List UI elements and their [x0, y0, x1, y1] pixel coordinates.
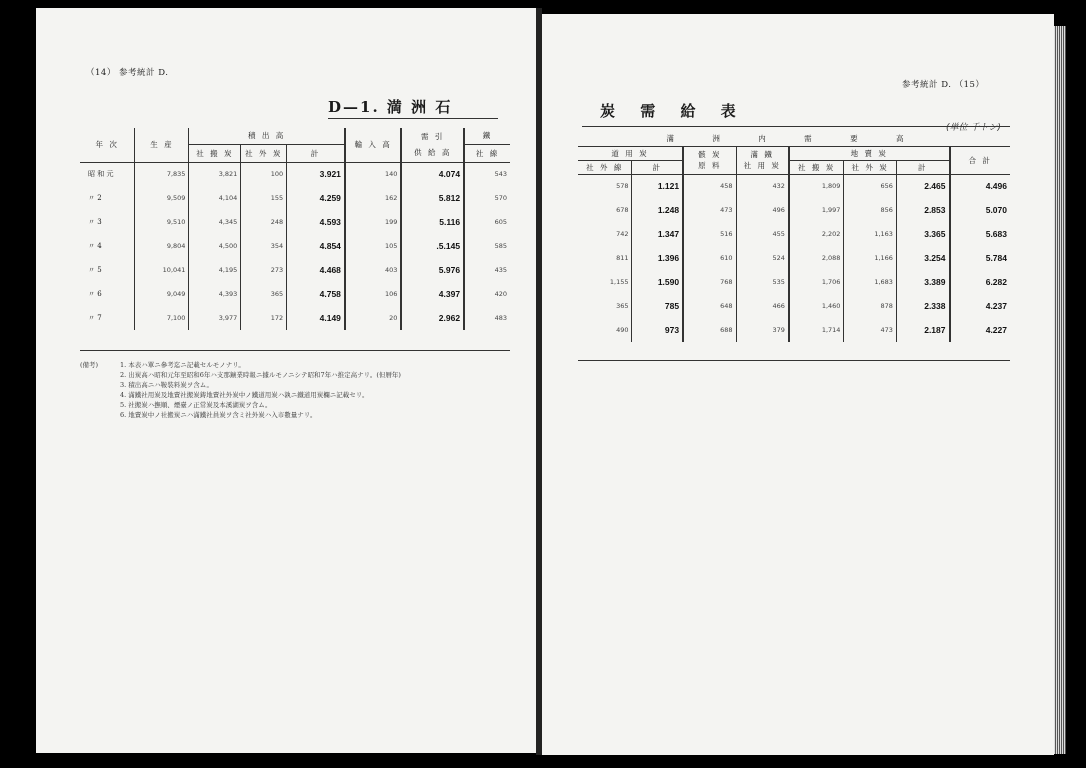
table-row [578, 294, 1010, 318]
cell-rail-total: 1.347 [632, 222, 683, 246]
cell-shipment-company: 3,977 [189, 306, 241, 330]
col-rail-total: 計 [632, 160, 683, 174]
cell-local-total: 2.338 [896, 294, 949, 318]
cell-local-other: 1,683 [844, 270, 897, 294]
cell-year: 〃 7 [88, 314, 102, 322]
cell-local-other: 878 [844, 294, 897, 318]
cell-shipment-other: 354 [241, 234, 287, 258]
cell-rail: 483 [464, 306, 510, 330]
cell-fuel: 610 [683, 246, 736, 270]
col-rail: 鐵 [464, 128, 510, 144]
cell-import: 140 [345, 162, 401, 186]
cell-shipment-company: 4,500 [189, 234, 241, 258]
cell-local-company: 1,714 [789, 318, 844, 342]
table-row [578, 246, 1010, 270]
cell-local-total: 2.853 [896, 198, 949, 222]
note-item: 2. 出炭高ハ昭和元年至昭和6年ハ支那鑛業時報ニ據ルモノニシテ昭和7年ハ推定高ナリ。(但暦年) [120, 371, 401, 379]
left-page-title: D—1. 満 洲 石 [328, 98, 453, 116]
notes-label: (備考) [80, 361, 99, 369]
cell-year: 〃 6 [88, 290, 102, 298]
cell-rail: 435 [464, 258, 510, 282]
col-rail-company: 社 線 [464, 144, 510, 162]
cell-rail: 605 [464, 210, 510, 234]
cell-shipment-total: 4.259 [287, 186, 345, 210]
cell-mantetsu: 466 [736, 294, 789, 318]
col-local-other: 社 外 炭 [844, 160, 897, 174]
cell-fuel: 648 [683, 294, 736, 318]
col-domestic-demand: 滿 洲 内 需 要 高 [578, 132, 1010, 146]
cell-rail: 420 [464, 282, 510, 306]
col-year: 年 次 [80, 128, 135, 162]
cell-production: 9,509 [135, 186, 189, 210]
cell-local-company: 1,997 [789, 198, 844, 222]
col-local-company: 社 搬 炭 [789, 160, 844, 174]
col-grand-total: 合 計 [950, 146, 1011, 174]
cell-rail: 585 [464, 234, 510, 258]
cell-mantetsu: 524 [736, 246, 789, 270]
left-data-table [80, 128, 510, 330]
cell-local-other: 1,163 [844, 222, 897, 246]
col-shipment: 積 出 高 [189, 128, 345, 144]
cell-shipment-company: 3,821 [189, 162, 241, 186]
cell-rail-other: 490 [616, 326, 629, 334]
right-data-table [578, 132, 1010, 342]
cell-supply: 5.116 [401, 210, 464, 234]
note-item: 3. 積出高ニハ鞍裝料炭ヲ含ム。 [120, 381, 213, 389]
note-item: 4. 滿鐵社用炭及地賣社搬炭鋳地賣社外炭中ノ鐵道用炭ハ孰ニ鐵道用炭欄ニ記載セリ。 [120, 391, 369, 399]
right-page [542, 14, 1054, 755]
cell-local-company: 2,088 [789, 246, 844, 270]
cell-year: 〃 3 [88, 218, 102, 226]
table-row [80, 234, 510, 258]
cell-grand-total: 4.227 [950, 318, 1011, 342]
table-row [578, 318, 1010, 342]
left-page-header: （14） 参考統計 D. [86, 68, 169, 78]
cell-rail-total: 1.590 [632, 270, 683, 294]
cell-year: 〃 4 [88, 242, 102, 250]
cell-local-total: 3.389 [896, 270, 949, 294]
cell-shipment-total: 4.149 [287, 306, 345, 330]
cell-rail: 570 [464, 186, 510, 210]
cell-supply: 5.976 [401, 258, 464, 282]
cell-shipment-other: 172 [241, 306, 287, 330]
cell-year: 〃 5 [88, 266, 102, 274]
cell-grand-total: 6.282 [950, 270, 1011, 294]
table-row [80, 186, 510, 210]
cell-grand-total: 5.683 [950, 222, 1011, 246]
cell-mantetsu: 432 [736, 174, 789, 198]
cell-production: 9,804 [135, 234, 189, 258]
cell-import: 105 [345, 234, 401, 258]
col-import: 輸 入 高 [345, 128, 401, 162]
cell-supply: 4.074 [401, 162, 464, 186]
table-row [80, 306, 510, 330]
cell-local-company: 1,706 [789, 270, 844, 294]
cell-shipment-total: 3.921 [287, 162, 345, 186]
cell-import: 106 [345, 282, 401, 306]
cell-local-total: 2.187 [896, 318, 949, 342]
note-item: 5. 社搬炭ハ撫順、煙臺ノ正常炭及本溪湖炭ヲ含ム。 [120, 401, 272, 409]
cell-shipment-total: 4.593 [287, 210, 345, 234]
table-row [80, 258, 510, 282]
cell-shipment-other: 248 [241, 210, 287, 234]
cell-rail-other: 811 [616, 254, 629, 262]
cell-shipment-company: 4,393 [189, 282, 241, 306]
cell-supply: .5.145 [401, 234, 464, 258]
col-fuel: 骸 炭 原 料 [683, 146, 736, 174]
cell-supply: 2.962 [401, 306, 464, 330]
cell-shipment-company: 4,104 [189, 186, 241, 210]
col-local-total: 計 [896, 160, 949, 174]
cell-year: 昭 和 元 [88, 170, 114, 179]
right-table-bottom-rule [578, 360, 1010, 361]
cell-import: 162 [345, 186, 401, 210]
table-row [80, 282, 510, 306]
cell-grand-total: 4.237 [950, 294, 1011, 318]
cell-fuel: 768 [683, 270, 736, 294]
left-page [36, 8, 536, 753]
col-shipment-other: 社 外 炭 [241, 144, 287, 162]
col-local: 地 賣 炭 [789, 146, 950, 160]
right-page-title: 炭 需 給 表 [600, 102, 746, 120]
cell-shipment-total: 4.468 [287, 258, 345, 282]
table-bottom-rule [80, 350, 510, 351]
cell-rail-other: 578 [616, 182, 629, 191]
cell-shipment-other: 273 [241, 258, 287, 282]
cell-rail-total: 973 [632, 318, 683, 342]
cell-mantetsu: 535 [736, 270, 789, 294]
cell-local-total: 3.254 [896, 246, 949, 270]
cell-import: 199 [345, 210, 401, 234]
cell-shipment-other: 155 [241, 186, 287, 210]
cell-shipment-company: 4,345 [189, 210, 241, 234]
cell-rail-total: 1.396 [632, 246, 683, 270]
note-item: 6. 地賣炭中ノ社搬炭ニハ滿鐵社員炭ヲ含ミ社外炭ハ入市數量ナリ。 [120, 411, 317, 419]
handwritten-note: (単位 千トン) [946, 123, 1001, 133]
cell-grand-total: 5.070 [950, 198, 1011, 222]
title-underline [328, 118, 498, 119]
cell-local-total: 3.365 [896, 222, 949, 246]
cell-production: 9,049 [135, 282, 189, 306]
cell-production: 7,835 [135, 162, 189, 186]
cell-local-other: 856 [844, 198, 897, 222]
cell-local-company: 1,460 [789, 294, 844, 318]
cell-local-other: 473 [844, 318, 897, 342]
cell-mantetsu: 496 [736, 198, 789, 222]
table-row [578, 222, 1010, 246]
col-rail-use: 道 用 炭 [578, 146, 683, 160]
col-production: 生 産 [135, 128, 189, 162]
table-row [578, 174, 1010, 198]
cell-rail-total: 1.248 [632, 198, 683, 222]
cell-grand-total: 4.496 [950, 174, 1011, 198]
cell-local-other: 1,166 [844, 246, 897, 270]
cell-local-company: 1,809 [789, 174, 844, 198]
cell-rail-other: 1,155 [609, 278, 629, 286]
cell-shipment-company: 4,195 [189, 258, 241, 282]
cell-shipment-other: 100 [241, 162, 287, 186]
cell-fuel: 473 [683, 198, 736, 222]
cell-rail-total: 785 [632, 294, 683, 318]
col-demand: 需 引 [401, 128, 464, 144]
right-title-rule [582, 126, 1010, 127]
table-row [80, 210, 510, 234]
cell-rail-other: 678 [616, 206, 629, 214]
cell-local-company: 2,202 [789, 222, 844, 246]
cell-fuel: 688 [683, 318, 736, 342]
cell-supply: 5.812 [401, 186, 464, 210]
cell-grand-total: 5.784 [950, 246, 1011, 270]
cell-rail-other: 742 [616, 230, 629, 238]
cell-year: 〃 2 [88, 194, 102, 202]
cell-local-total: 2.465 [896, 174, 949, 198]
cell-import: 403 [345, 258, 401, 282]
cell-production: 7,100 [135, 306, 189, 330]
table-row [578, 198, 1010, 222]
cell-shipment-other: 365 [241, 282, 287, 306]
cell-rail-other: 365 [616, 302, 629, 310]
table-row [80, 162, 510, 186]
col-rail-other: 社 外 線 [578, 160, 632, 174]
cell-supply: 4.397 [401, 282, 464, 306]
notes-list [120, 360, 401, 420]
right-page-header: 参考統計 D. （15） [902, 80, 985, 90]
cell-rail-total: 1.121 [632, 174, 683, 198]
cell-import: 20 [345, 306, 401, 330]
note-item: 1. 本表ハ單ニ參考迄ニ記載セルモノナリ。 [120, 361, 245, 369]
cell-fuel: 458 [683, 174, 736, 198]
cell-shipment-total: 4.854 [287, 234, 345, 258]
col-supply: 供 給 高 [401, 144, 464, 162]
page-edge [1052, 26, 1066, 754]
cell-shipment-total: 4.758 [287, 282, 345, 306]
cell-rail: 543 [464, 162, 510, 186]
table-row [578, 270, 1010, 294]
col-mantetsu: 滿 鐵 社 用 炭 [736, 146, 789, 174]
cell-mantetsu: 455 [736, 222, 789, 246]
cell-fuel: 516 [683, 222, 736, 246]
col-shipment-total: 計 [287, 144, 345, 162]
cell-production: 9,510 [135, 210, 189, 234]
cell-production: 10,041 [135, 258, 189, 282]
cell-local-other: 656 [844, 174, 897, 198]
col-shipment-company: 社 搬 炭 [189, 144, 241, 162]
cell-mantetsu: 379 [736, 318, 789, 342]
